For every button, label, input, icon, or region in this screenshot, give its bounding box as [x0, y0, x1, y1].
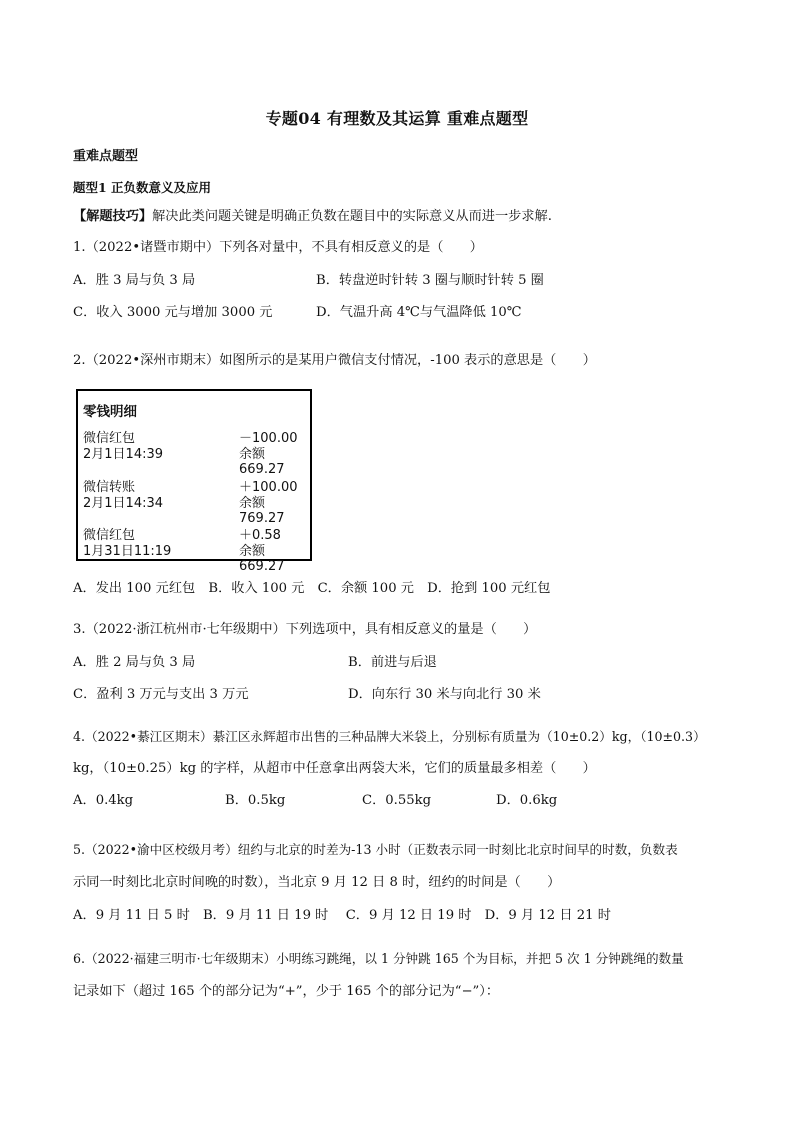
entry-time: 2月1日14:39 — [83, 447, 164, 462]
q5-stem-line2: 示同一时刻比北京时间晚的时数），当北京 9 月 12 日 8 时，纽约的时间是（ ） — [73, 875, 561, 890]
q3-option-b: B．前进与后退 — [348, 655, 437, 670]
page-title: 专题04 有理数及其运算 重难点题型 — [265, 109, 529, 128]
q4-stem-line1: 4.（2022•綦江区期末）綦江区永辉超市出售的三种品牌大米袋上，分别标有质量为（10±0.2）kg，（10±0.3） — [73, 729, 706, 744]
q1-stem: 1.（2022•诸暨市期中）下列各对量中，不具有相反意义的是（ ） — [73, 240, 483, 255]
tip-text: 解决此类问题关键是明确正负数在题目中的实际意义从而进一步求解. — [152, 209, 552, 224]
section-heading: 重难点题型 — [73, 149, 139, 164]
q3-option-c: C．盈利 3 万元与支出 3 万元 — [73, 687, 249, 702]
q5-stem-line1: 5.（2022•渝中区校级月考）纽约与北京的时差为-13 小时（正数表示同一时刻比北京时间早的时数，负数表 — [73, 842, 678, 857]
q4-option-c: C．0.55kg — [362, 793, 432, 808]
question-type-heading: 题型1 正负数意义及应用 — [73, 180, 212, 195]
q2-options: A．发出 100 元红包 B．收入 100 元 C．余额 100 元 D．抢到 100 元红包 — [73, 581, 551, 596]
q4-option-d: D．0.6kg — [496, 793, 558, 808]
q3-option-d: D．向东行 30 米与向北行 30 米 — [348, 687, 541, 702]
entry-amount: －100.00 — [239, 431, 298, 446]
q3-stem: 3.（2022·浙江杭州市·七年级期中）下列选项中，具有相反意义的量是（ ） — [73, 622, 537, 637]
entry-balance: 余额669.27 — [239, 544, 285, 574]
entry-time: 1月31日11:19 — [83, 544, 172, 559]
q6-stem-line1: 6.（2022·福建三明市·七年级期末）小明练习跳绳，以 1 分钟跳 165 个为目标，并把 5 次 1 分钟跳绳的数量 — [73, 951, 684, 966]
q6-stem-line2: 记录如下（超过 165 个的部分记为“+”，少于 165 个的部分记为“−”）： — [73, 984, 500, 999]
q1-option-a: A．胜 3 局与负 3 局 — [73, 273, 196, 288]
q1-option-d: D．气温升高 4℃与气温降低 10℃ — [316, 305, 522, 320]
entry-balance: 余额769.27 — [239, 496, 285, 526]
q4-stem-line2: kg，（10±0.25）kg 的字样，从超市中任意拿出两袋大米，它们的质量最多相差（ ） — [73, 761, 596, 776]
q5-options: A．9 月 11 日 5 时 B．9 月 11 日 19 时 C．9 月 12 日 19 时 D．9 月 12 日 21 时 — [73, 908, 611, 923]
entry-name: 微信转账 — [83, 480, 136, 495]
q4-option-a: A．0.4kg — [73, 793, 134, 808]
tip-label: 【解题技巧】 — [73, 209, 153, 224]
entry-amount: ＋100.00 — [239, 480, 298, 495]
q3-option-a: A．胜 2 局与负 3 局 — [73, 655, 196, 670]
q1-option-b: B．转盘逆时针转 3 圈与顺时针转 5 圈 — [316, 273, 544, 288]
tip-paragraph — [73, 209, 552, 225]
q2-stem: 2.（2022•深州市期末）如图所示的是某用户微信支付情况，-100 表示的意思是（ ） — [73, 353, 596, 368]
entry-balance: 余额669.27 — [239, 447, 285, 477]
entry-name: 微信红包 — [83, 431, 136, 446]
entry-time: 2月1日14:34 — [83, 496, 164, 511]
entry-name: 微信红包 — [83, 528, 136, 543]
entry-amount: ＋0.58 — [239, 528, 281, 543]
q1-option-c: C．收入 3000 元与增加 3000 元 — [73, 305, 273, 320]
figure-title: 零钱明细 — [83, 404, 137, 420]
wechat-change-details-figure — [76, 389, 312, 574]
q4-option-b: B．0.5kg — [225, 793, 286, 808]
